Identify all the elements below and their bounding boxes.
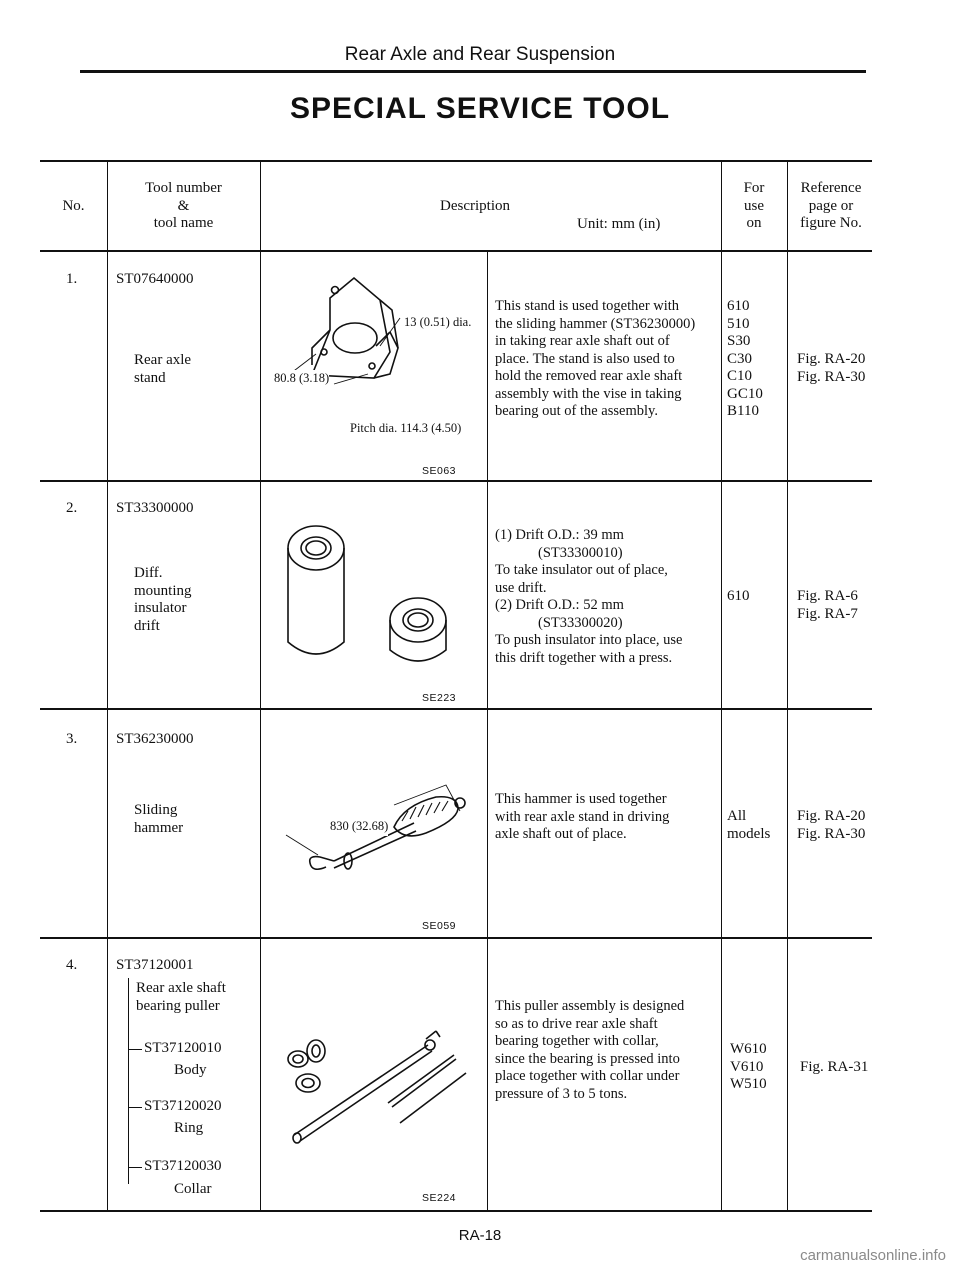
part-name: Ring <box>174 1120 204 1136</box>
col-header-no: No. <box>62 198 85 214</box>
parts-tree-line <box>128 978 129 1184</box>
tool-description: (1) Drift O.D.: 39 mm (ST33300010) To take insulator out of place, use drift. (2) Drift O.D.: 52 mm (ST33300020) To push insulator into place, use this drift together with a press. <box>495 527 683 666</box>
col-header-description: Description <box>440 198 510 214</box>
tool-name: Sliding hammer <box>134 802 184 836</box>
part-number: ST37120020 <box>144 1098 222 1114</box>
tool-name: Diff. mounting insulator drift <box>134 565 192 634</box>
for-use-models: 610 <box>727 588 750 604</box>
figure-code: SE223 <box>422 692 457 704</box>
reference-figures: Fig. RA-20 Fig. RA-30 <box>797 808 866 842</box>
tool-description: This stand is used together with the sliding hammer (ST36230000) in taking rear axle shaft out of place. The stand is also used to hold the removed rear axle shaft assembly with the vise in taking bearing out of the assembly. <box>495 298 696 419</box>
row-rule-2 <box>40 708 872 710</box>
part-number: ST37120030 <box>144 1158 222 1174</box>
part-number: ST37120010 <box>144 1040 222 1056</box>
watermark: carmanualsonline.info <box>800 1247 946 1264</box>
figure-code: SE224 <box>422 1192 457 1204</box>
parts-tree-branch <box>128 1167 142 1168</box>
dimension-label-width: 80.8 (3.18) <box>274 370 329 388</box>
tool-description: This puller assembly is designed so as to drive rear axle shaft bearing together with collar, since the bearing is pressed into place together with collar under pressure of 3 to 5 tons. <box>495 998 685 1102</box>
row-rule-3 <box>40 937 872 939</box>
col-divider-no <box>107 160 108 1210</box>
tool-number: ST36230000 <box>116 731 194 747</box>
dimension-label-pitch: Pitch dia. 114.3 (4.50) <box>350 421 462 435</box>
parts-tree-branch <box>128 1107 142 1108</box>
col-divider-for <box>787 160 788 1210</box>
row-number: 1. <box>66 271 78 287</box>
col-header-tool: Tool number & tool name <box>145 180 222 231</box>
table-bottom-rule <box>40 1210 872 1212</box>
tool-number: ST33300000 <box>116 500 194 516</box>
insulator-drift-illustration <box>280 520 480 680</box>
tool-description: This hammer is used together with rear axle stand in driving axle shaft out of place. <box>495 791 670 842</box>
reference-figures: Fig. RA-20 Fig. RA-30 <box>797 351 866 385</box>
col-divider-figure <box>487 250 488 1210</box>
row-number: 3. <box>66 731 78 747</box>
row-number: 2. <box>66 500 78 516</box>
reference-figures: Fig. RA-31 <box>800 1059 869 1075</box>
tool-name: Rear axle shaft bearing puller <box>136 980 226 1014</box>
table-top-rule <box>40 160 872 162</box>
for-use-models: All models <box>727 808 771 842</box>
page-title: SPECIAL SERVICE TOOL <box>289 92 671 125</box>
col-header-unit: Unit: mm (in) <box>577 216 661 232</box>
figure-code: SE059 <box>422 920 457 932</box>
page-number: RA-18 <box>458 1227 502 1244</box>
tool-number: ST07640000 <box>116 271 194 287</box>
part-name: Body <box>174 1062 207 1078</box>
running-head: Rear Axle and Rear Suspension <box>344 44 616 65</box>
for-use-models: W610 V610 W510 <box>730 1041 767 1092</box>
bearing-puller-illustration <box>280 1025 480 1155</box>
col-header-for-use: For use on <box>743 180 765 231</box>
header-bottom-rule <box>40 250 872 252</box>
dimension-label-dia: 13 (0.51) dia. <box>404 315 472 329</box>
part-name: Collar <box>174 1181 212 1197</box>
header-rule <box>80 70 866 73</box>
figure-code: SE063 <box>422 465 457 477</box>
tool-number: ST37120001 <box>116 957 194 973</box>
dimension-label-length: 830 (32.68) <box>330 818 388 836</box>
col-divider-desc <box>721 160 722 1210</box>
reference-figures: Fig. RA-6 Fig. RA-7 <box>797 588 858 622</box>
row-number: 4. <box>66 957 78 973</box>
col-header-reference: Reference page or figure No. <box>800 180 862 231</box>
parts-tree-branch <box>128 1049 142 1050</box>
tool-name: Rear axle stand <box>134 352 192 386</box>
for-use-models: 610 510 S30 C30 C10 GC10 B110 <box>727 298 763 419</box>
col-divider-tool <box>260 160 261 1210</box>
